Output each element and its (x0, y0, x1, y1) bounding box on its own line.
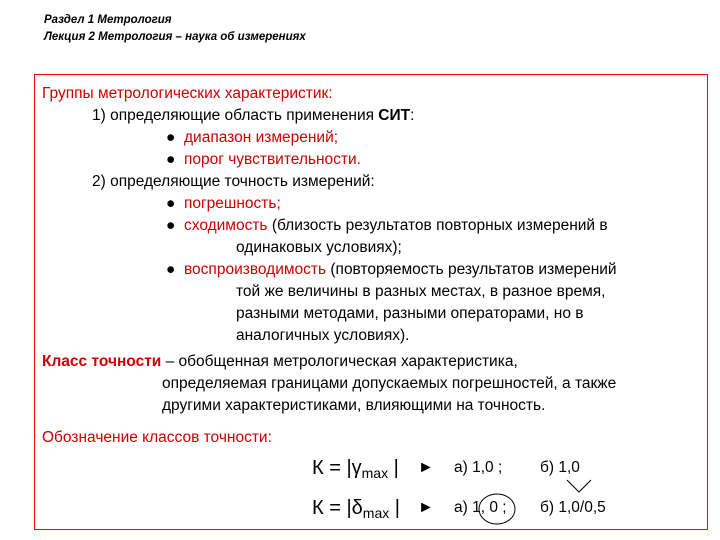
group-1-suffix: : (410, 107, 415, 124)
group-1-item-text: порог чувствительности. (184, 151, 361, 168)
group-2-item-text: (повторяемость результатов измерений (326, 261, 617, 278)
group-2-item-text: (близость результатов повторных измерений в (267, 217, 608, 234)
group-1-prefix: 1) определяющие область применения (92, 107, 379, 124)
group-2-item-text: погрешность; (184, 195, 281, 212)
group-2: 2) определяющие точность измерений: (92, 173, 375, 190)
formula-gamma-main: К = |γ (312, 457, 362, 479)
group-2-item-continuation: аналогичных условиях). (236, 327, 410, 344)
arrow-right-icon: ► (418, 499, 434, 516)
accuracy-class-def-cont: другими характеристиками, влияющими на точность. (162, 397, 546, 414)
lecture-title: Лекция 2 Метрология – наука об измерениях (44, 31, 306, 43)
formula-gamma-end: | (388, 457, 399, 479)
bullet-icon: ● (166, 261, 176, 278)
accuracy-class-def-cont: определяемая границами допускаемых погрешностей, а также (162, 375, 617, 392)
formula-gamma-sub: max (361, 465, 389, 481)
formula-delta-sub: max (362, 505, 390, 521)
option-b-2: б) 1,0/0,5 (540, 499, 606, 516)
option-b-1: б) 1,0 (540, 459, 580, 476)
section-title: Раздел 1 Метрология (44, 14, 172, 26)
option-a-2: а) 1, 0 ; (454, 499, 507, 516)
group-2-item-term: воспроизводимость (184, 261, 327, 278)
bullet-icon: ● (166, 195, 176, 212)
group-2-item-continuation: разными методами, разными операторами, но в (236, 305, 584, 322)
groups-title: Группы метрологических характеристик: (42, 85, 333, 102)
group-1-bold: СИТ (378, 107, 411, 124)
group-2-item-term: сходимость (184, 217, 268, 234)
accuracy-class-term: Класс точности (42, 353, 162, 370)
group-2-item-continuation: одинаковых условиях); (236, 239, 402, 256)
bullet-icon: ● (166, 217, 176, 234)
designation-title: Обозначение классов точности: (42, 429, 272, 446)
circle-mark-icon (479, 494, 515, 524)
group-2-item-continuation: той же величины в разных местах, в разное время, (236, 283, 606, 300)
bullet-icon: ● (166, 151, 176, 168)
arrow-right-icon: ► (418, 459, 434, 476)
bullet-icon: ● (166, 129, 176, 146)
formula-delta-end: | (389, 497, 400, 519)
accuracy-class-def: – обобщенная метрологическая характеристика, (161, 353, 518, 370)
formula-delta-main: К = |δ (312, 497, 363, 519)
group-1-item-text: диапазон измерений; (184, 129, 339, 146)
checkmark-icon (567, 480, 591, 492)
option-a-1: а) 1,0 ; (454, 459, 503, 476)
